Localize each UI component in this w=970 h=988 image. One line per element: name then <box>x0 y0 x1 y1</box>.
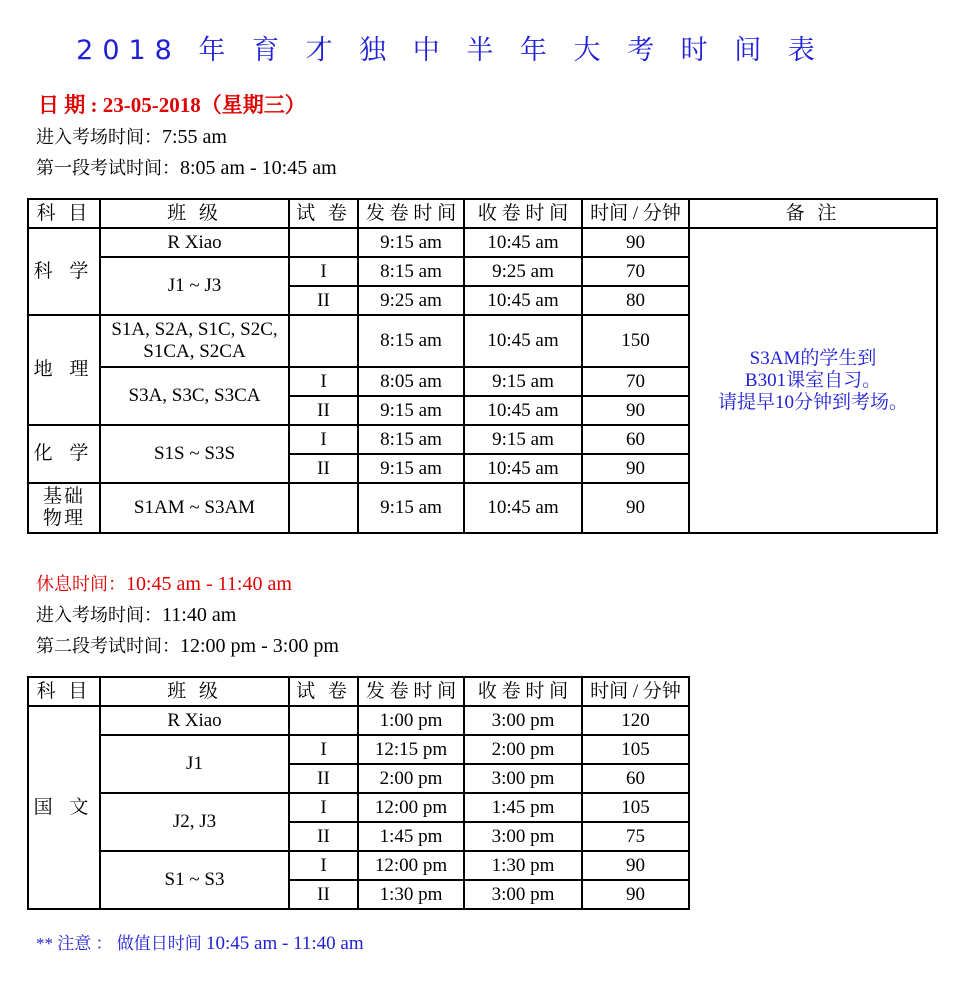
end-time-cell: 10:45 am <box>464 228 582 257</box>
paper-cell: I <box>289 851 358 880</box>
end-time-cell: 3:00 pm <box>464 880 582 909</box>
start-time-cell: 9:15 am <box>358 396 464 425</box>
end-time-cell: 3:00 pm <box>464 764 582 793</box>
session1-exam <box>36 154 337 180</box>
duration-cell: 90 <box>582 880 689 909</box>
header-subject: 科 目 <box>28 677 100 706</box>
duration-cell: 150 <box>582 315 689 367</box>
break-label: 休息时间： <box>36 574 126 594</box>
start-time-cell: 12:00 pm <box>358 793 464 822</box>
table-row <box>28 735 689 764</box>
paper-cell: I <box>289 793 358 822</box>
header-start: 发 卷 时 间 <box>358 199 464 228</box>
duration-cell: 105 <box>582 735 689 764</box>
end-time-cell: 10:45 am <box>464 315 582 367</box>
start-time-cell: 9:15 am <box>358 483 464 533</box>
start-time-cell: 9:15 am <box>358 228 464 257</box>
table-row <box>28 228 937 257</box>
remark-line: B301课室自习。 <box>744 369 882 391</box>
end-time-cell: 10:45 am <box>464 286 582 315</box>
class-line: S1CA, S2CA <box>143 341 246 362</box>
session2-entry-time: 11:40 am <box>162 604 237 626</box>
class-cell: R Xiao <box>100 228 289 257</box>
end-time-cell: 3:00 pm <box>464 706 582 735</box>
end-time-cell: 9:25 am <box>464 257 582 286</box>
session2-exam <box>36 632 339 658</box>
duty-note <box>36 929 364 955</box>
header-paper: 试 卷 <box>289 199 358 228</box>
paper-cell: II <box>289 396 358 425</box>
table-header-row <box>28 677 689 706</box>
session2-exam-time: 12:00 pm - 3:00 pm <box>180 635 339 657</box>
header-subject: 科 目 <box>28 199 100 228</box>
end-time-cell: 10:45 am <box>464 483 582 533</box>
page-title: 2018 年 育 才 独 中 半 年 大 考 时 间 表 <box>76 35 824 66</box>
remark-cell <box>689 228 937 533</box>
end-time-cell: 9:15 am <box>464 367 582 396</box>
header-paper: 试 卷 <box>289 677 358 706</box>
paper-cell: II <box>289 764 358 793</box>
subject-line: 基础 <box>42 486 85 507</box>
header-class: 班 级 <box>100 677 289 706</box>
end-time-cell: 3:00 pm <box>464 822 582 851</box>
schedule-table-2 <box>27 676 690 910</box>
start-time-cell: 9:15 am <box>358 454 464 483</box>
duration-cell: 120 <box>582 706 689 735</box>
end-time-cell: 9:15 am <box>464 425 582 454</box>
paper-cell: I <box>289 425 358 454</box>
duration-cell: 105 <box>582 793 689 822</box>
duration-cell: 90 <box>582 228 689 257</box>
session2-exam-label: 第二段考试时间： <box>36 636 180 656</box>
paper-cell <box>289 228 358 257</box>
paper-cell: I <box>289 257 358 286</box>
exam-date: 日 期 : 23-05-2018（星期三） <box>38 93 306 117</box>
duration-cell: 80 <box>582 286 689 315</box>
class-cell: J1 <box>100 735 289 793</box>
table-header-row <box>28 199 937 228</box>
subject-chemistry: 化 学 <box>28 425 100 483</box>
header-class: 班 级 <box>100 199 289 228</box>
break-time <box>36 570 292 596</box>
paper-cell: I <box>289 367 358 396</box>
session1-exam-label: 第一段考试时间： <box>36 158 180 178</box>
start-time-cell: 1:45 pm <box>358 822 464 851</box>
session1-entry <box>36 123 227 149</box>
class-cell: S1AM ~ S3AM <box>100 483 289 533</box>
end-time-cell: 1:30 pm <box>464 851 582 880</box>
start-time-cell: 8:05 am <box>358 367 464 396</box>
table-row <box>28 793 689 822</box>
header-duration: 时间 / 分钟 <box>582 677 689 706</box>
session2-entry <box>36 601 236 627</box>
start-time-cell: 1:30 pm <box>358 880 464 909</box>
duration-cell: 60 <box>582 425 689 454</box>
remark-line: S3AM的学生到 <box>749 347 877 369</box>
paper-cell <box>289 315 358 367</box>
duration-cell: 70 <box>582 367 689 396</box>
paper-cell: I <box>289 735 358 764</box>
duration-cell: 70 <box>582 257 689 286</box>
session2-entry-label: 进入考场时间： <box>36 605 162 625</box>
end-time-cell: 10:45 am <box>464 396 582 425</box>
subject-basic-physics <box>28 483 100 533</box>
header-duration: 时间 / 分钟 <box>582 199 689 228</box>
start-time-cell: 8:15 am <box>358 425 464 454</box>
paper-cell: II <box>289 286 358 315</box>
start-time-cell: 8:15 am <box>358 257 464 286</box>
header-start: 发 卷 时 间 <box>358 677 464 706</box>
subject-geography: 地 理 <box>28 315 100 425</box>
class-cell: S1S ~ S3S <box>100 425 289 483</box>
remark-line: 请提早10分钟到考场。 <box>717 391 908 413</box>
duty-note-prefix: ** 注意 ： 做值日时间 <box>36 934 206 953</box>
start-time-cell: 12:15 pm <box>358 735 464 764</box>
start-time-cell: 12:00 pm <box>358 851 464 880</box>
start-time-cell: 8:15 am <box>358 315 464 367</box>
session1-entry-time: 7:55 am <box>162 126 227 148</box>
session1-exam-time: 8:05 am - 10:45 am <box>180 157 337 179</box>
duration-cell: 60 <box>582 764 689 793</box>
subject-chinese: 国 文 <box>28 706 100 909</box>
paper-cell: II <box>289 822 358 851</box>
end-time-cell: 1:45 pm <box>464 793 582 822</box>
class-cell: S1 ~ S3 <box>100 851 289 909</box>
start-time-cell: 1:00 pm <box>358 706 464 735</box>
break-time-value: 10:45 am - 11:40 am <box>126 573 292 595</box>
schedule-table-1 <box>27 198 938 534</box>
subject-science: 科 学 <box>28 228 100 315</box>
duty-note-time: 10:45 am - 11:40 am <box>206 933 364 954</box>
paper-cell <box>289 706 358 735</box>
duration-cell: 90 <box>582 851 689 880</box>
duration-cell: 90 <box>582 396 689 425</box>
end-time-cell: 2:00 pm <box>464 735 582 764</box>
paper-cell: II <box>289 880 358 909</box>
duration-cell: 90 <box>582 454 689 483</box>
header-end: 收 卷 时 间 <box>464 199 582 228</box>
end-time-cell: 10:45 am <box>464 454 582 483</box>
table-row <box>28 706 689 735</box>
class-line: S1A, S2A, S1C, S2C, <box>111 319 278 340</box>
duration-cell: 90 <box>582 483 689 533</box>
class-cell: S3A, S3C, S3CA <box>100 367 289 425</box>
paper-cell <box>289 483 358 533</box>
class-cell: J2, J3 <box>100 793 289 851</box>
start-time-cell: 2:00 pm <box>358 764 464 793</box>
subject-line: 物理 <box>42 508 85 529</box>
table-row <box>28 851 689 880</box>
header-end: 收 卷 时 间 <box>464 677 582 706</box>
class-cell <box>100 315 289 367</box>
start-time-cell: 9:25 am <box>358 286 464 315</box>
paper-cell: II <box>289 454 358 483</box>
duration-cell: 75 <box>582 822 689 851</box>
session1-entry-label: 进入考场时间： <box>36 127 162 147</box>
class-cell: R Xiao <box>100 706 289 735</box>
header-remark: 备 注 <box>689 199 937 228</box>
class-cell: J1 ~ J3 <box>100 257 289 315</box>
